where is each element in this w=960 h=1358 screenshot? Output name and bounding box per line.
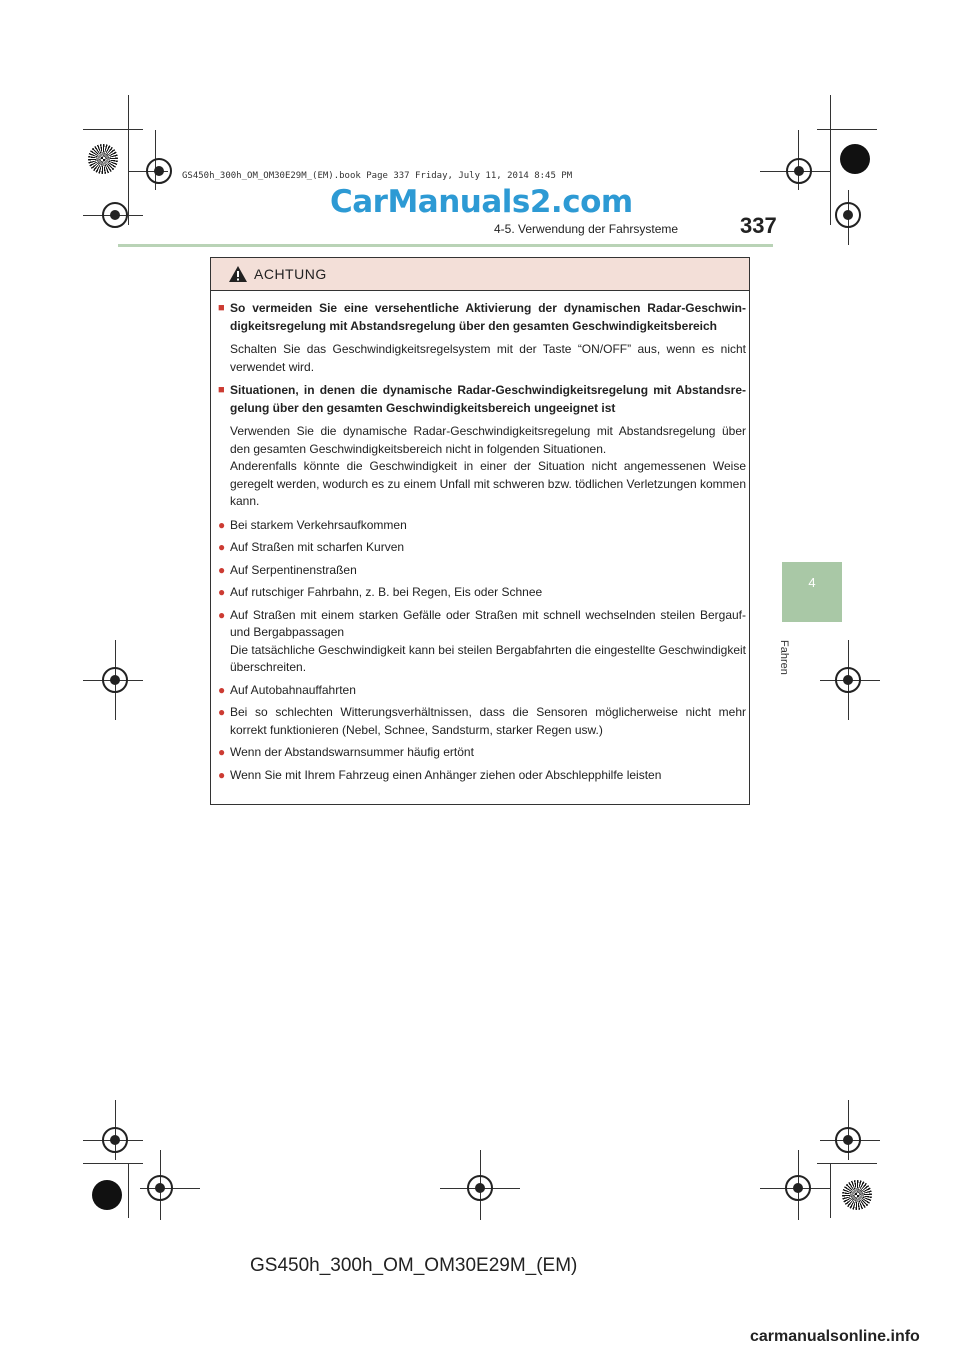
round-bullet-icon: ● <box>218 585 226 599</box>
round-bullet-icon: ● <box>218 767 226 782</box>
registration-mark-icon <box>146 158 172 184</box>
chapter-label: Fahren <box>778 640 790 675</box>
list-item: ● Auf rutschiger Fahrbahn, z. B. bei Regen, Eis oder Schnee <box>218 584 746 602</box>
footer-code: GS450h_300h_OM_OM30E29M_(EM) <box>250 1255 578 1276</box>
starburst-mark-icon <box>88 144 118 174</box>
solid-circle-mark-icon <box>840 144 870 174</box>
starburst-mark-icon <box>842 1180 872 1210</box>
list-item-note: Die tatsächliche Geschwindigkeit kann bei steilen Bergabfahrten die eingestellte Geschwindigkeit überschreiten. <box>230 642 746 674</box>
list-item: ● Wenn Sie mit Ihrem Fahrzeug einen Anhänger ziehen oder Abschlepphilfe leisten <box>218 767 746 785</box>
registration-mark-icon <box>835 202 861 228</box>
warning-paragraph: Schalten Sie das Geschwindigkeitsregelsystem mit der Taste “ON/OFF” aus, wenn es nicht verwendet wird. <box>230 342 746 374</box>
warning-paragraph: Verwenden Sie die dynamische Radar-Geschwindigkeitsregelung mit Abstandsregelung über den gesamten Geschwindigkeitsbereich nicht in folgenden Situationen. <box>230 424 746 456</box>
page-number: 337 <box>740 213 777 238</box>
round-bullet-icon: ● <box>218 705 226 719</box>
warning-heading-1: ■ So vermeiden Sie eine versehentliche Aktivierung der dynamischen Radar-Geschwin-digkeitsregelung mit Abstandsregelung über den gesamten Geschwindigkeitsbereich <box>218 300 746 335</box>
section-title: 4-5. Verwendung der Fahrsysteme <box>494 222 679 236</box>
registration-mark-icon <box>467 1175 493 1201</box>
round-bullet-icon: ● <box>218 562 226 577</box>
list-item: ● Auf Autobahnauffahrten <box>218 682 746 700</box>
list-item: ● Bei so schlechten Witterungsverhältnissen, dass die Sensoren möglicherweise nicht mehr korrekt funktionieren (Nebel, Schnee, Sandsturm, starker Regen usw.) <box>218 704 746 739</box>
registration-mark-icon <box>835 667 861 693</box>
warning-header <box>211 258 749 291</box>
round-bullet-icon: ● <box>218 682 226 697</box>
solid-circle-mark-icon <box>92 1180 122 1210</box>
warning-heading-2: ■ Situationen, in denen die dynamische Radar-Geschwindigkeitsregelung mit Abstandsre-gelung über den gesamten Geschwindigkeitsbereich ungeeignet ist <box>218 382 746 417</box>
registration-mark-icon <box>786 158 812 184</box>
list-item: ● Wenn der Abstandswarnsummer häufig ertönt <box>218 744 746 762</box>
watermark-text: CarManuals2.com <box>330 184 633 220</box>
list-item: ● Auf Straßen mit scharfen Kurven <box>218 539 746 557</box>
list-item: ● Auf Straßen mit einem starken Gefälle oder Straßen mit schnell wechselnden steilen Bergauf- und Bergabpassagen Die tatsächliche Geschwindigkeit kann bei steilen Bergabfahrten die eingestellte Geschwindigkeit überschreiten. <box>218 607 746 677</box>
warning-triangle-icon <box>228 265 248 283</box>
round-bullet-icon: ● <box>218 517 226 532</box>
square-bullet-icon: ■ <box>218 384 225 396</box>
square-bullet-icon: ■ <box>218 302 225 314</box>
round-bullet-icon: ● <box>218 607 226 622</box>
warning-title: ACHTUNG <box>254 266 327 282</box>
chapter-number: 4 <box>808 575 816 590</box>
registration-mark-icon <box>102 1127 128 1153</box>
registration-mark-icon <box>102 202 128 228</box>
registration-mark-icon <box>785 1175 811 1201</box>
round-bullet-icon: ● <box>218 540 226 554</box>
list-item: ● Bei starkem Verkehrsaufkommen <box>218 517 746 535</box>
warning-content <box>218 300 746 789</box>
print-info-line: GS450h_300h_OM_OM30E29M_(EM).book Page 337 Friday, July 11, 2014 8:45 PM <box>182 171 573 181</box>
warning-box <box>210 257 750 805</box>
registration-mark-icon <box>835 1127 861 1153</box>
chapter-tab <box>782 562 842 622</box>
round-bullet-icon: ● <box>218 745 226 759</box>
registration-mark-icon <box>102 667 128 693</box>
header-rule <box>118 244 773 247</box>
registration-mark-icon <box>147 1175 173 1201</box>
list-item: ● Auf Serpentinenstraßen <box>218 562 746 580</box>
footer-brand: carmanualsonline.info <box>750 1328 920 1345</box>
warning-paragraph: Anderenfalls könnte die Geschwindigkeit in einer der Situation nicht angemessenen Weise geregelt werden, wodurch es zu einem Unfall mit schweren bzw. tödlichen Verletzungen kommen kann. <box>230 459 746 508</box>
